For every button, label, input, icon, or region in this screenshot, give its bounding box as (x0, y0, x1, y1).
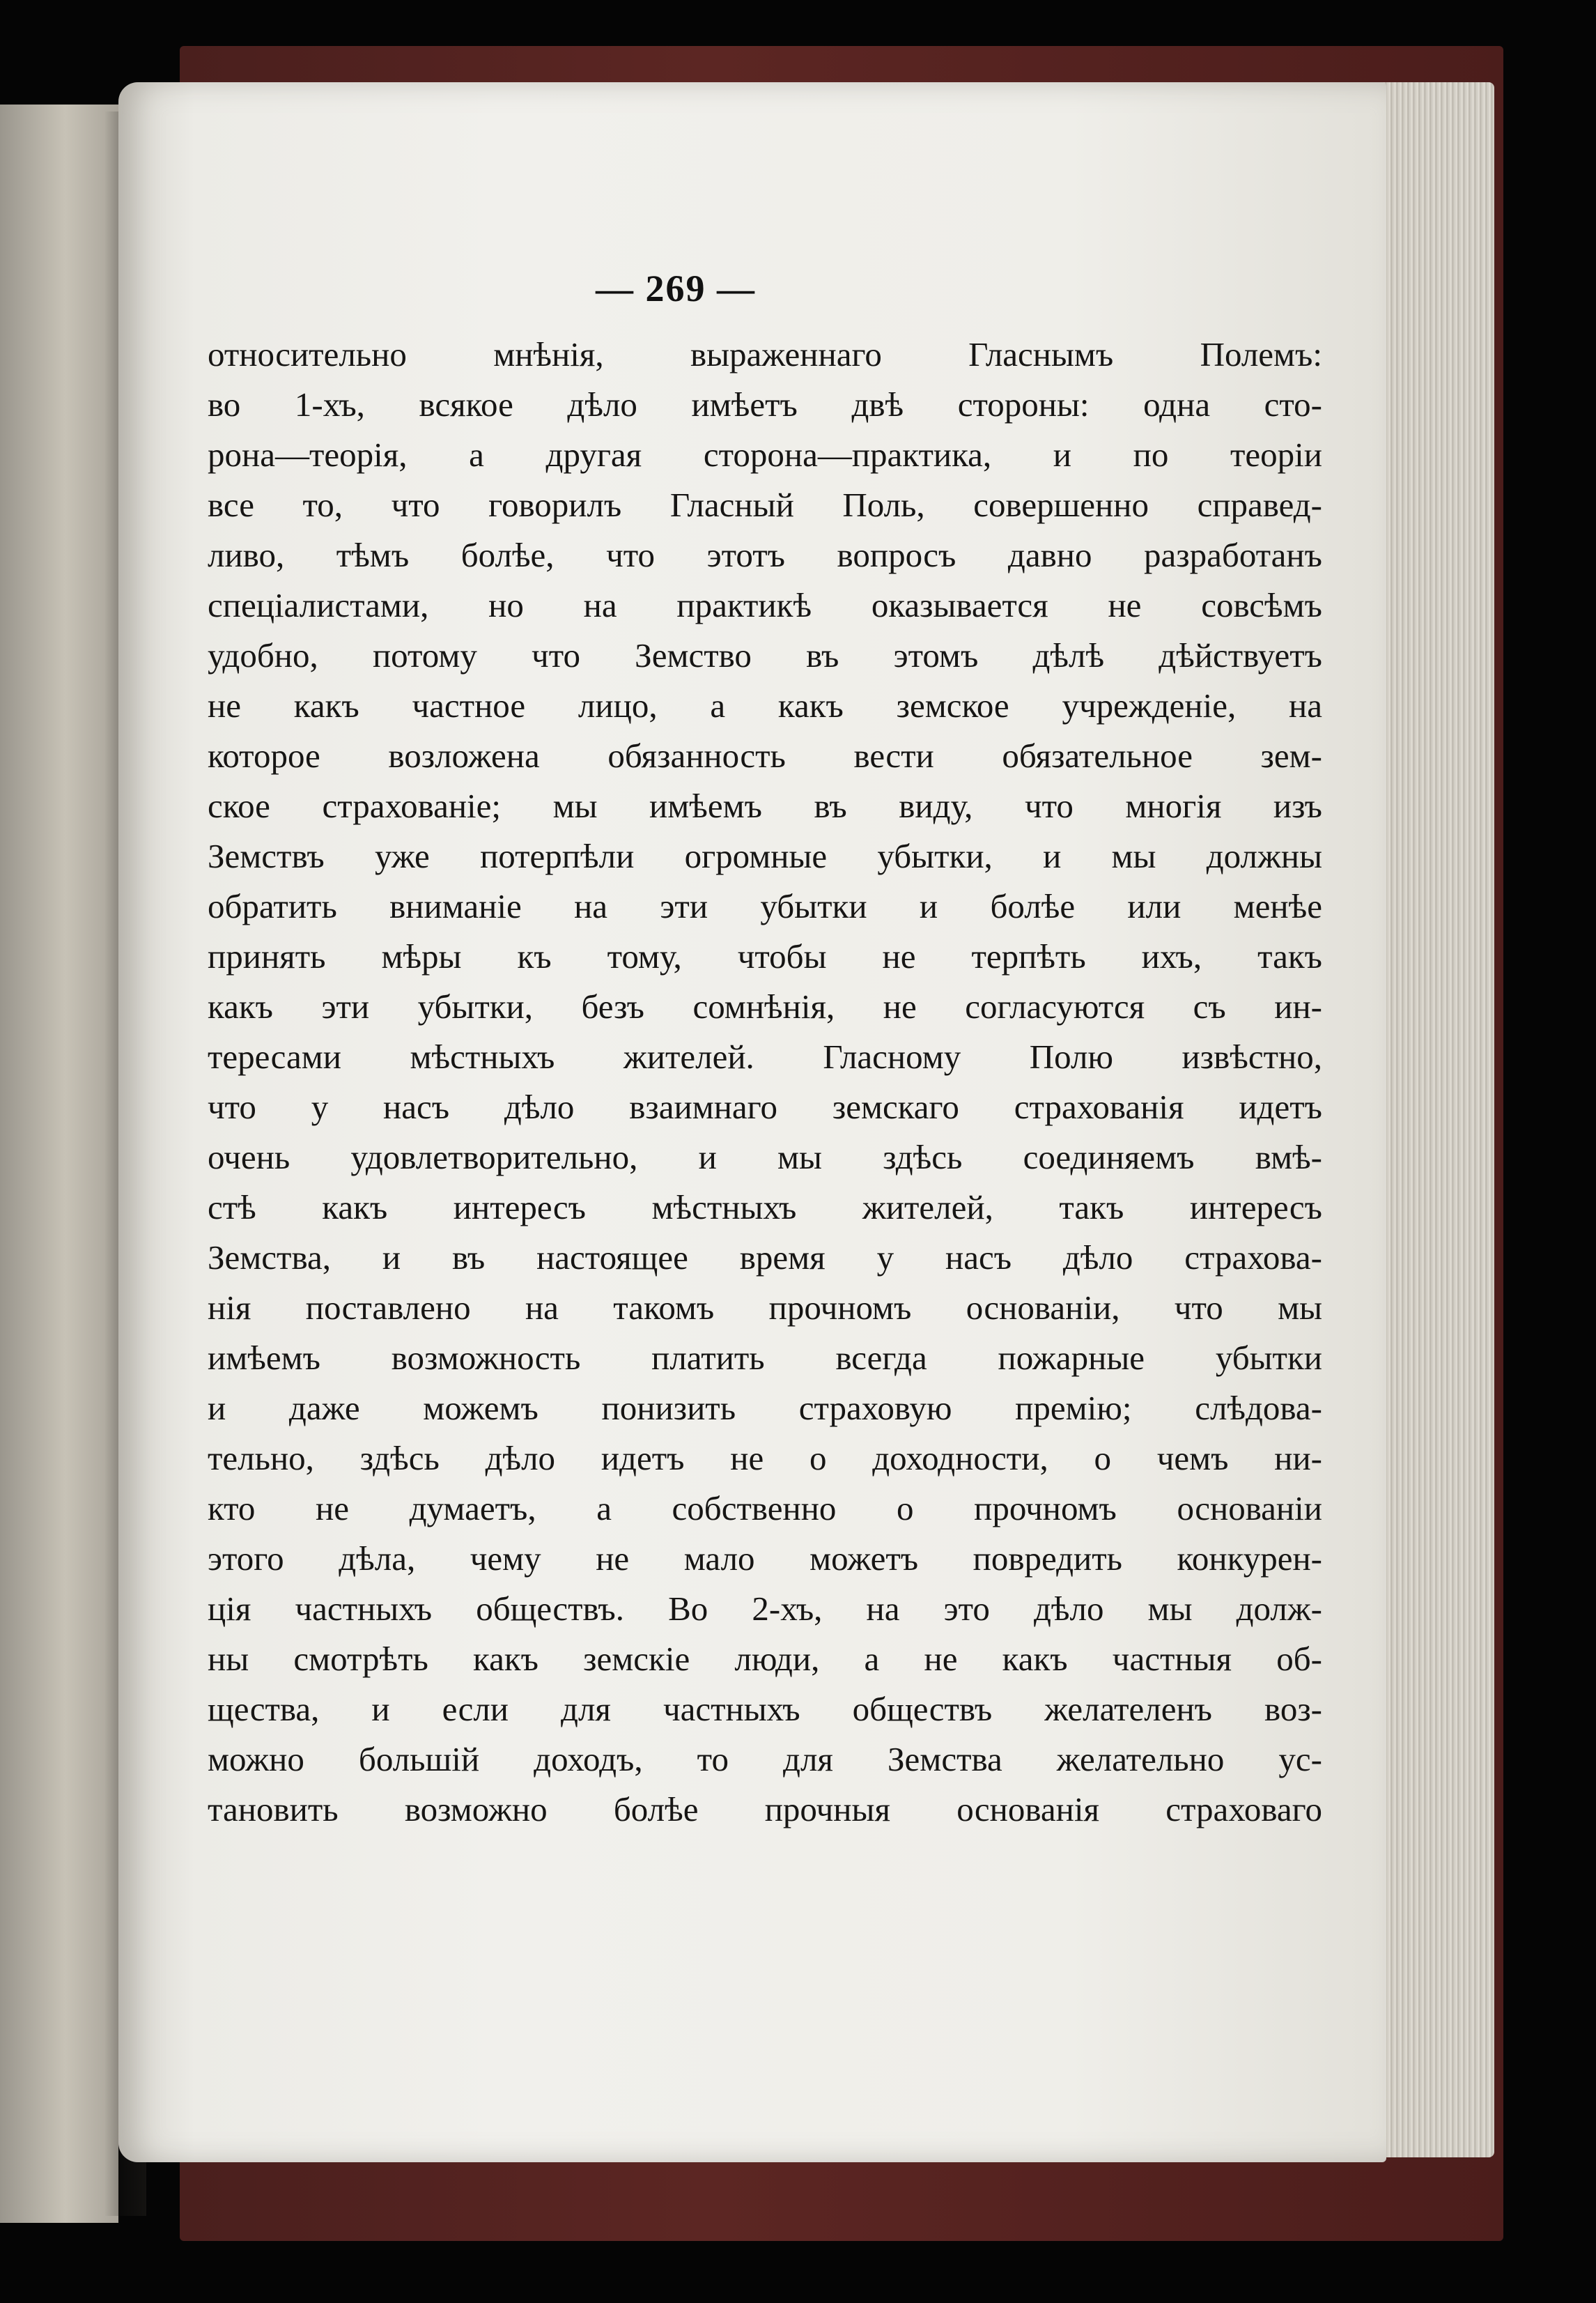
text-line: ны смотрѣть какъ земскіе люди, а не какъ частныя об- (208, 1640, 1322, 1678)
text-line: очень удовлетворительно, и мы здѣсь соединяемъ вмѣ- (208, 1138, 1322, 1176)
text-line: Земствъ уже потерпѣли огромные убытки, и мы должны (208, 837, 1322, 875)
text-line: которое возложена обязанность вести обязательное зем- (208, 737, 1322, 775)
text-line: удобно, потому что Земство въ этомъ дѣлѣ дѣйствуетъ (208, 636, 1322, 675)
text-line: щества, и если для частныхъ обществъ желателенъ воз- (208, 1690, 1322, 1728)
text-line: можно большій доходъ, то для Земства желательно ус- (208, 1740, 1322, 1778)
text-line: кто не думаетъ, а собственно о прочномъ основаніи (208, 1489, 1322, 1527)
text-line: Земства, и въ настоящее время у насъ дѣло страхова- (208, 1238, 1322, 1277)
text-line: принять мѣры къ тому, чтобы не терпѣть ихъ, такъ (208, 937, 1322, 976)
text-line: не какъ частное лицо, а какъ земское учрежденіе, на (208, 686, 1322, 725)
text-line: спеціалистами, но на практикѣ оказывается не совсѣмъ (208, 586, 1322, 624)
text-line: тересами мѣстныхъ жителей. Гласному Полю извѣстно, (208, 1038, 1322, 1076)
text-line: относительно мнѣнія, выраженнаго Гласнымъ Полемъ: (208, 335, 1322, 373)
text-line: во 1-хъ, всякое дѣло имѣетъ двѣ стороны: одна сто- (208, 385, 1322, 424)
text-line: что у насъ дѣло взаимнаго земскаго страхованія идетъ (208, 1088, 1322, 1126)
text-line: нія поставлено на такомъ прочномъ основаніи, что мы (208, 1288, 1322, 1327)
text-line: стѣ какъ интересъ мѣстныхъ жителей, такъ интересъ (208, 1188, 1322, 1226)
text-line: имѣемъ возможность платить всегда пожарные убытки (208, 1339, 1322, 1377)
text-line: рона—теорія, а другая сторона—практика, и по теоріи (208, 436, 1322, 474)
page-number: — 269 — (596, 268, 756, 309)
left-page-edge (0, 105, 118, 2223)
text-line: этого дѣла, чему не мало можетъ повредить конкурен- (208, 1539, 1322, 1578)
body-text (208, 330, 1322, 1835)
text-line: тановить возможно болѣе прочныя основанія страховаго (208, 1790, 1322, 1828)
text-line: какъ эти убытки, безъ сомнѣнія, не согласуются съ ин- (208, 987, 1322, 1026)
text-line: ливо, тѣмъ болѣе, что этотъ вопросъ давно разработанъ (208, 536, 1322, 574)
text-line: обратить вниманіе на эти убытки и болѣе или менѣе (208, 887, 1322, 925)
text-line: тельно, здѣсь дѣло идетъ не о доходности, о чемъ ни- (208, 1439, 1322, 1477)
text-line: ское страхованіе; мы имѣемъ въ виду, что многія изъ (208, 787, 1322, 825)
text-line: все то, что говорилъ Гласный Поль, совершенно справед- (208, 486, 1322, 524)
book-page (118, 82, 1386, 2162)
text-line: ція частныхъ обществъ. Во 2-хъ, на это дѣло мы долж- (208, 1589, 1322, 1628)
text-line: и даже можемъ понизить страховую премію; слѣдова- (208, 1389, 1322, 1427)
